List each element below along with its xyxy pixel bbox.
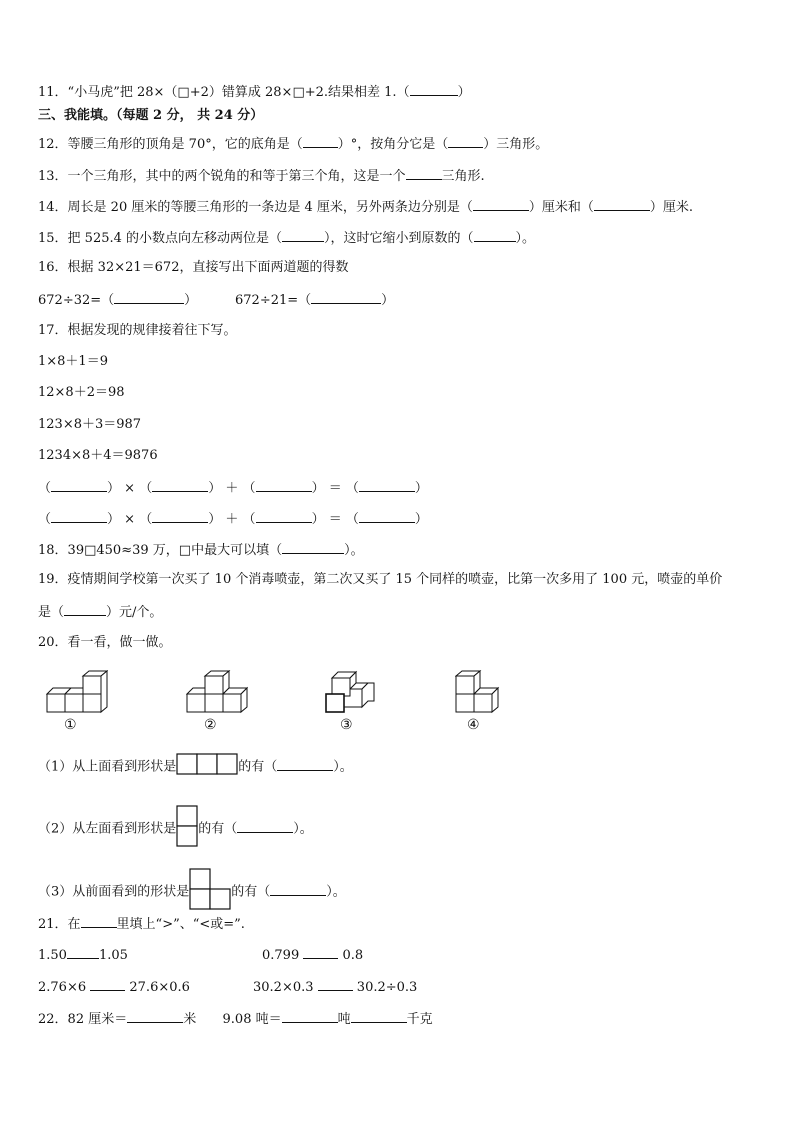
answer-blank[interactable] <box>277 757 333 771</box>
figure-label: ④ <box>467 717 480 733</box>
answer-blank[interactable] <box>237 819 293 833</box>
question-20-part3: （3）从前面看到的形状是 的有（ ）。 <box>38 868 346 916</box>
answer-blank[interactable] <box>152 478 208 492</box>
question-22: 22．82 厘米＝ 米 9.08 吨＝ 吨 千克 <box>38 1009 433 1029</box>
answer-blank[interactable] <box>351 1009 407 1023</box>
pattern-answer-row: （ ） × （ ） ＋ （ ） ＝ （ ） <box>38 509 428 529</box>
compare-row: 2.76×6 27.6×0.6 <box>38 977 190 997</box>
answer-blank[interactable] <box>282 228 324 242</box>
question-19-line2: 是（ ）元/个。 <box>38 602 162 622</box>
compare-row: 1.50 1.05 <box>38 945 128 965</box>
cube-figure-4 <box>455 670 501 716</box>
figure-label: ② <box>204 717 217 733</box>
answer-blank[interactable] <box>127 1009 183 1023</box>
compare-row: 0.799 0.8 <box>262 945 363 965</box>
three-squares-row-shape <box>176 753 238 781</box>
question-11: 11．“小马虎”把 28×（□+2）错算成 28×□+2.结果相差 1.（ ） <box>38 82 471 102</box>
answer-blank[interactable] <box>311 290 381 304</box>
answer-blank[interactable] <box>67 945 99 959</box>
question-15: 15．把 525.4 的小数点向左移动两位是（ ），这时它缩小到原数的（ ）。 <box>38 228 535 248</box>
compare-row: 30.2×0.3 30.2÷0.3 <box>253 977 417 997</box>
answer-blank[interactable] <box>406 166 442 180</box>
cube-figure-3 <box>325 670 377 716</box>
answer-blank[interactable] <box>359 509 415 523</box>
answer-blank[interactable] <box>270 882 326 896</box>
answer-blank[interactable] <box>51 509 107 523</box>
question-16-eq2: 672÷21=（ ） <box>235 290 394 310</box>
question-13: 13．一个三角形，其中的两个锐角的和等于第三个角，这是一个 三角形. <box>38 166 485 186</box>
answer-blank[interactable] <box>282 540 344 554</box>
pattern-answer-row: （ ） × （ ） ＋ （ ） ＝ （ ） <box>38 478 428 498</box>
answer-blank[interactable] <box>410 82 458 96</box>
question-12: 12．等腰三角形的顶角是 70°，它的底角是（ ）°，按角分它是（ ）三角形。 <box>38 134 548 154</box>
question-16-eq1: 672÷32=（ ） <box>38 290 197 310</box>
question-20-title: 20．看一看，做一做。 <box>38 635 172 650</box>
answer-blank[interactable] <box>473 197 529 211</box>
answer-blank[interactable] <box>256 478 312 492</box>
answer-blank[interactable] <box>474 228 516 242</box>
answer-blank[interactable] <box>282 1009 338 1023</box>
answer-blank[interactable] <box>256 509 312 523</box>
section-heading: 三、我能填。（每题 2 分， 共 24 分） <box>38 108 264 123</box>
answer-blank <box>81 914 117 928</box>
answer-blank[interactable] <box>64 602 106 616</box>
pattern-line: 123×8＋3＝987 <box>38 417 142 432</box>
question-16-title: 16．根据 32×21＝672，直接写出下面两道题的得数 <box>38 260 349 275</box>
question-17-title: 17．根据发现的规律接着往下写。 <box>38 323 237 338</box>
answer-blank[interactable] <box>359 478 415 492</box>
answer-blank[interactable] <box>448 134 483 148</box>
cube-figure-1 <box>46 670 108 716</box>
question-14: 14．周长是 20 厘米的等腰三角形的一条边是 4 厘米，另外两条边分别是（ ）厘米和（ ）厘米. <box>38 197 693 217</box>
l-shape <box>189 868 231 916</box>
figure-label: ③ <box>340 717 353 733</box>
question-20-part1: （1）从上面看到形状是 的有（ ）。 <box>38 753 353 781</box>
question-19-line1: 19．疫情期间学校第一次买了 10 个消毒喷壶，第二次又买了 15 个同样的喷壶，比第一次多用了 100 元，喷壶的单价 <box>38 572 723 587</box>
pattern-line: 1×8＋1＝9 <box>38 354 108 369</box>
question-20-part2: （2）从左面看到形状是 的有（ ）。 <box>38 805 313 853</box>
question-21-title: 21．在 里填上“>”、“<或=”. <box>38 914 245 934</box>
question-18: 18．39□450≈39 万，□中最大可以填（ ）。 <box>38 540 364 560</box>
answer-blank[interactable] <box>90 977 125 991</box>
answer-blank[interactable] <box>152 509 208 523</box>
answer-blank[interactable] <box>303 945 338 959</box>
pattern-line: 12×8＋2＝98 <box>38 385 125 400</box>
answer-blank[interactable] <box>303 134 338 148</box>
figure-label: ① <box>64 717 77 733</box>
cube-figure-2 <box>186 670 248 716</box>
answer-blank[interactable] <box>318 977 353 991</box>
answer-blank[interactable] <box>594 197 650 211</box>
pattern-line: 1234×8＋4＝9876 <box>38 448 158 463</box>
answer-blank[interactable] <box>51 478 107 492</box>
two-squares-column-shape <box>176 805 198 853</box>
answer-blank[interactable] <box>114 290 184 304</box>
